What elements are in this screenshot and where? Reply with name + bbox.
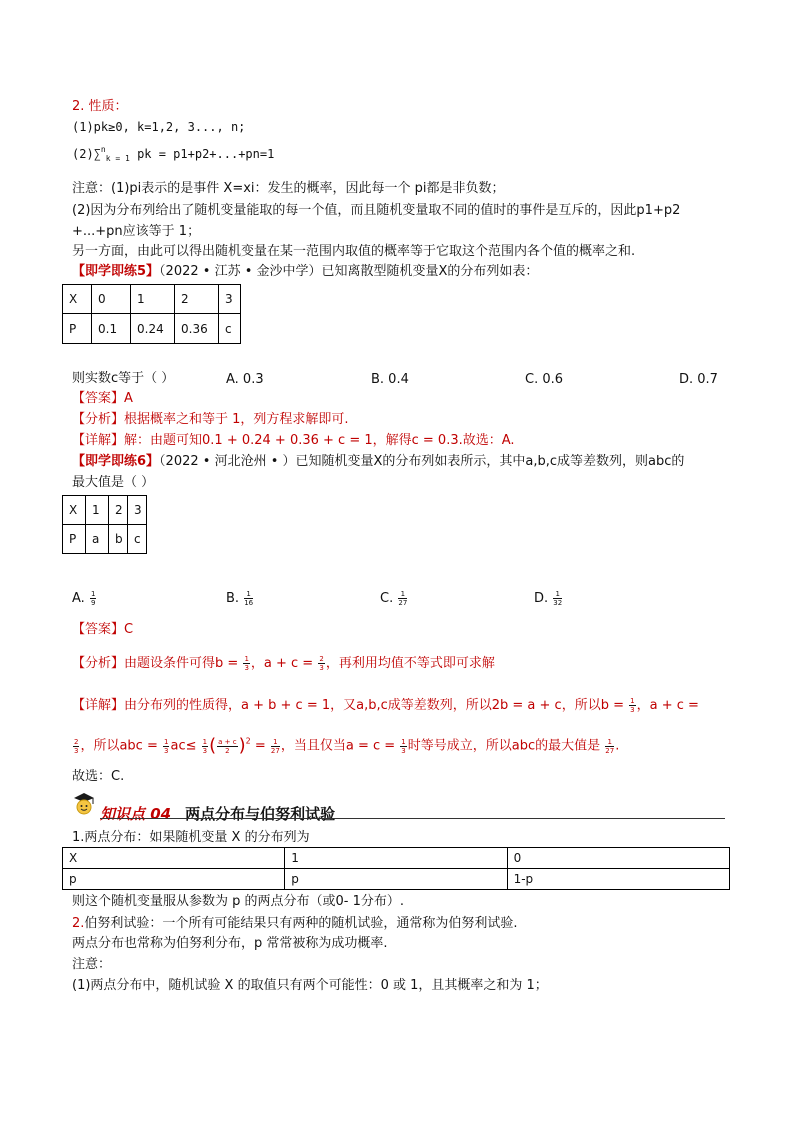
ex5-question: 则实数c等于（ ）: [72, 371, 175, 386]
ex5-title: [72, 265, 538, 278]
ex6-cell: P: [63, 525, 86, 554]
ex5-detail: [72, 434, 515, 447]
k04-table: [62, 847, 730, 890]
ex6-detail-2: $\frac{2}{3}$ ，所以abc = $\frac{1}{3}$ ac≤ $\frac{1}{3}$ ( $\frac{a + c}{2}$ )$^2$ = $\frac{1}{27}$ ，当且仅当a = c = $\frac{1}{3}$ 时等号成立，所以abc的最大值是 $\frac{1}{27}$ .: [74, 735, 620, 756]
option-letter: A.: [72, 591, 85, 606]
ex5-cell: P: [63, 314, 92, 344]
note-1: 注意：(1)pi表示的是事件 X=xi：发生的概率，因此每一个 pi都是非负数；: [72, 181, 505, 196]
fraction: $\frac{1}{27}$: [605, 737, 615, 755]
analysis-part: ，再利用均值不等式即可求解: [325, 656, 495, 671]
detail-part: 由分布列的性质得，a + b + c = 1，又a,b,c成等差数列，所以2b = a + c，所以b =: [124, 698, 624, 713]
ex5-option-d: D. 0.7: [679, 372, 718, 387]
option-fraction: $\frac{1}{27}$: [398, 590, 408, 607]
sum-lower: k = 1: [105, 154, 130, 163]
ex6-cell: c: [128, 525, 147, 554]
detail-part: ac≤: [170, 738, 197, 754]
sum-upper: n: [100, 145, 106, 154]
property-1: (1)pk≥0, k=1,2, 3..., n;: [72, 120, 246, 134]
k04-cell: 0: [507, 848, 729, 869]
properties-heading: 2. 性质：: [72, 99, 128, 114]
ex5-analysis: [72, 413, 349, 426]
note-2a: (2)因为分布列给出了随机变量能取的每一个值，而且随机变量取不同的值时的事件是互斥的，因此p1+p2: [72, 203, 681, 218]
student-mascot-icon: [70, 790, 98, 818]
ex5-tag: 【即学即练5】: [72, 264, 160, 279]
fraction: $\frac{1}{3}$: [164, 737, 169, 755]
k04-def2: 2.伯努利试验：一个所有可能结果只有两种的随机试验，通常称为伯努利试验.: [72, 916, 518, 931]
ex6-cell: X: [63, 496, 86, 525]
ex5-cell: 1: [131, 285, 175, 314]
k04-def1b: 则这个随机变量服从参数为 p 的两点分布（或0- 1分布）.: [72, 894, 405, 909]
answer-value: A: [124, 391, 133, 406]
fraction: $\frac{2}{3}$: [74, 737, 79, 755]
analysis-tag: 【分析】: [72, 412, 125, 427]
ex6-answer: [72, 623, 133, 636]
k04-title: 两点分布与伯努利试验: [185, 805, 336, 823]
answer-value: C: [124, 622, 134, 637]
analysis-tag: 【分析】: [72, 656, 125, 671]
ex5-cell: 0: [92, 285, 131, 314]
ex5-cell: X: [63, 285, 92, 314]
detail-part: 时等号成立，所以abc的最大值是: [407, 738, 601, 754]
def2-text: 伯努利试验：一个所有可能结果只有两种的随机试验，通常称为伯努利试验.: [84, 916, 518, 931]
ex6-title: [72, 455, 684, 468]
fraction: $\frac{a + c}{2}$: [218, 737, 237, 755]
k04-cell: 1: [285, 848, 507, 869]
answer-tag: 【答案】: [72, 622, 125, 637]
detail-text: 解：由题可知0.1 + 0.24 + 0.36 + c = 1，解得c = 0.3.故选：A.: [124, 433, 515, 448]
ex6-tag: 【即学即练6】: [72, 454, 160, 469]
sum-expression: pk = p1+p2+...+pn=1: [137, 147, 275, 161]
ex5-answer: [72, 392, 133, 405]
ex6-source-2: 最大值是（ ）: [72, 475, 155, 490]
k04-note: 注意：: [72, 957, 112, 972]
analysis-part: 由题设条件可得b =: [124, 656, 239, 671]
note-2b: +...+pn应该等于 1；: [72, 224, 201, 239]
ex6-cell: 2: [109, 496, 128, 525]
option-fraction: $\frac{1}{32}$: [553, 590, 563, 607]
detail-part: ，当且仅当a = c =: [280, 738, 396, 754]
ex5-cell: 3: [219, 285, 241, 314]
ex6-cell: a: [86, 525, 109, 554]
ex5-cell: c: [219, 314, 241, 344]
ex5-cell: 0.24: [131, 314, 175, 344]
analysis-part: ，a + c =: [250, 656, 314, 671]
k04-def1: 1.两点分布：如果随机变量 X 的分布列为: [72, 830, 310, 845]
ex6-option-d: [534, 590, 563, 607]
fraction: $\frac{1}{3}$: [630, 697, 635, 714]
ex6-detail: [72, 697, 699, 714]
option-letter: C.: [380, 591, 394, 606]
ex6-conclude: 故选：C.: [72, 769, 125, 784]
option-letter: D.: [534, 591, 549, 606]
ex5-table: [62, 284, 241, 344]
k04-cell: p: [285, 869, 507, 890]
fraction: $\frac{2}{3}$: [319, 655, 324, 672]
ex6-cell: b: [109, 525, 128, 554]
option-fraction: $\frac{1}{9}$: [90, 590, 96, 607]
detail-tag: 【详解】: [72, 698, 125, 713]
detail-part: .: [615, 738, 620, 754]
ex5-option-c: C. 0.6: [525, 372, 564, 387]
fraction: $\frac{1}{3}$: [244, 655, 249, 672]
fraction: $\frac{1}{27}$: [270, 737, 280, 755]
property-2: (2)∑$^n_{k = 1}$ pk = p1+p2+...+pn=1: [72, 145, 275, 163]
k04-number: 知识点 04: [100, 805, 172, 823]
ex6-cell: 3: [128, 496, 147, 525]
fraction: $\frac{1}{3}$: [401, 737, 406, 755]
k04-note1: (1)两点分布中，随机试验 X 的取值只有两个可能性：0 或 1，且其概率之和为 1；: [72, 978, 548, 993]
k04-cell: 1-p: [507, 869, 729, 890]
ex5-cell: 0.1: [92, 314, 131, 344]
k04-heading: [100, 803, 335, 824]
detail-part: ，所以abc =: [80, 738, 158, 754]
ex6-cell: 1: [86, 496, 109, 525]
k04-def3: 两点分布也常称为伯努利分布，p 常常被称为成功概率.: [72, 936, 388, 951]
ex5-option-a: A. 0.3: [226, 372, 264, 387]
ex6-option-b: [226, 590, 254, 607]
ex5-source: （2022 • 江苏 • 金沙中学）已知离散型随机变量X的分布列如表：: [159, 264, 539, 279]
heading-rule: [100, 818, 725, 819]
k04-cell: X: [63, 848, 285, 869]
answer-tag: 【答案】: [72, 391, 125, 406]
k04-cell: p: [63, 869, 285, 890]
ex6-option-c: [380, 590, 408, 607]
note-3: 另一方面，由此可以得出随机变量在某一范围内取值的概率等于它取这个范围内各个值的概率之和.: [72, 244, 636, 259]
ex6-table: [62, 495, 147, 554]
ex6-analysis: [72, 655, 495, 672]
detail-part: =: [254, 738, 266, 754]
option-letter: B.: [226, 591, 240, 606]
detail-tag: 【详解】: [72, 433, 125, 448]
ex6-source: （2022 • 河北沧州 • ）已知随机变量X的分布列如表所示，其中a,b,c成等差数列，则abc的: [159, 454, 685, 469]
option-fraction: $\frac{1}{16}$: [244, 590, 254, 607]
fraction: $\frac{1}{3}$: [202, 737, 208, 755]
detail-part: ，a + c =: [636, 698, 699, 713]
ex5-cell: 0.36: [175, 314, 219, 344]
analysis-text: 根据概率之和等于 1，列方程求解即可.: [124, 412, 349, 427]
ex5-option-b: B. 0.4: [371, 372, 409, 387]
ex5-cell: 2: [175, 285, 219, 314]
